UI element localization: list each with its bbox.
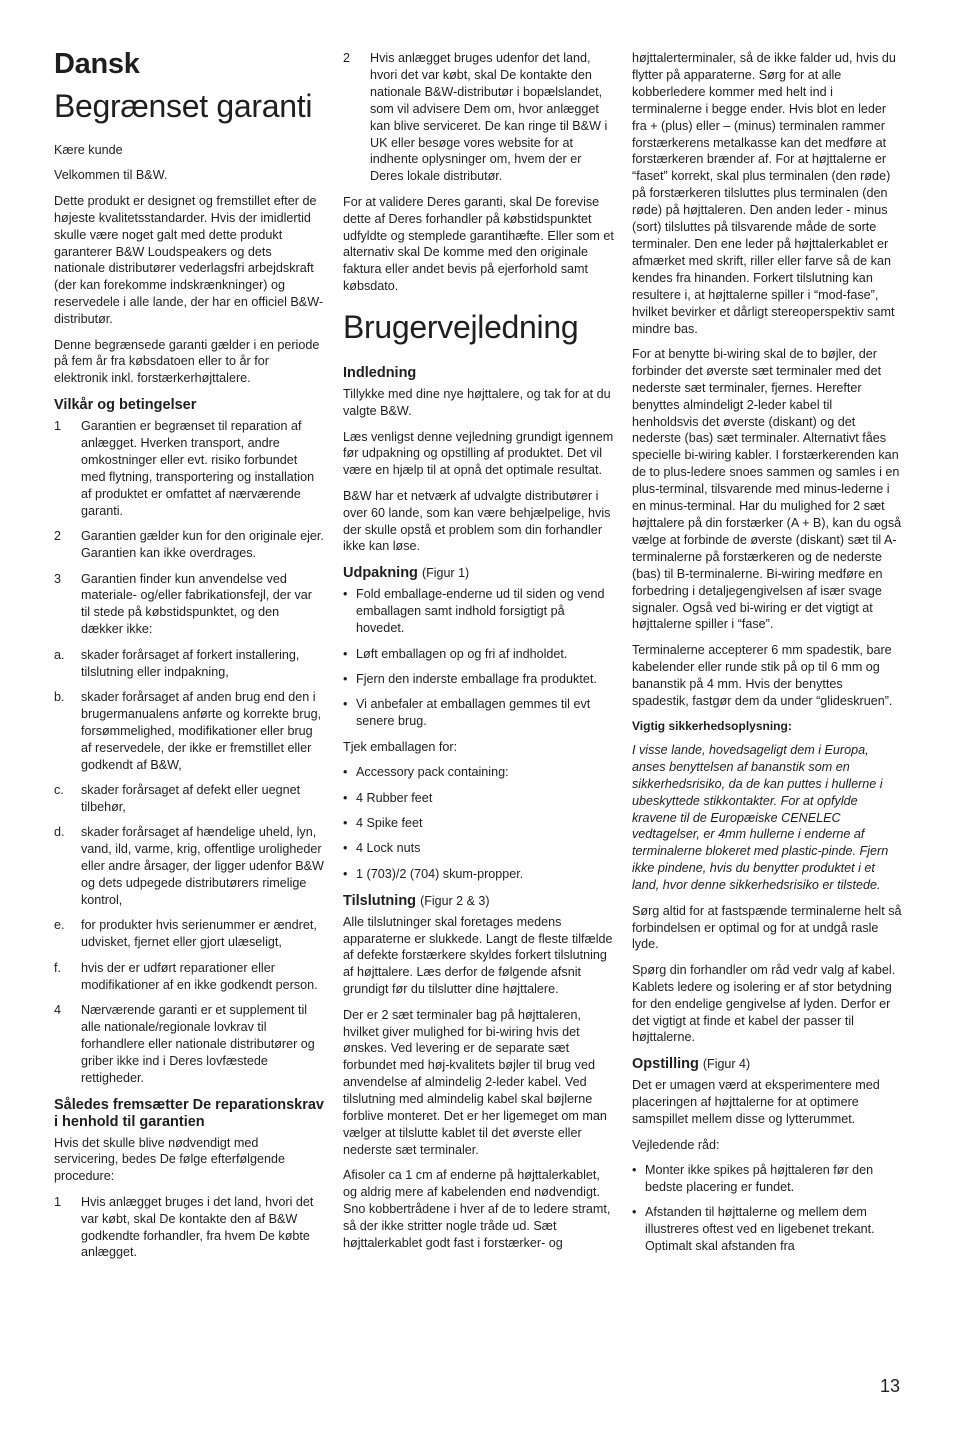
list-item xyxy=(54,647,324,681)
unpack-heading xyxy=(343,565,615,582)
list-item xyxy=(632,1162,902,1196)
item-number: 4 xyxy=(54,1002,62,1017)
list-item xyxy=(343,790,615,807)
list-item xyxy=(54,528,324,562)
item-text: Monter ikke spikes på højttaleren før den bedste placering er fundet. xyxy=(645,1162,874,1194)
item-text: skader forårsaget af hændelige uheld, lyn, vand, ild, varme, krig, offentlige uroligheder eller andre årsager, der ligger udenfor B&W og dets udpegede distributørers rimelige kontrol, xyxy=(81,825,324,907)
heading-text: Udpakning xyxy=(343,565,418,582)
greeting: Kære kunde xyxy=(54,143,123,157)
list-item xyxy=(54,782,324,816)
item-text: Afstanden til højttalerne og mellem dem illustreres oftest ved en ligebenet trekant. Optimalt skal afstanden fra xyxy=(645,1205,875,1254)
repair-heading: Således fremsætter De reparationskrav i henhold til garantien xyxy=(54,1096,324,1130)
figure-reference: (Figur 1) xyxy=(421,566,470,581)
bullet-icon: • xyxy=(343,646,348,661)
item-text: skader forårsaget af defekt eller uegnet tilbehør, xyxy=(81,783,301,814)
figure-reference: (Figur 2 & 3) xyxy=(420,893,490,908)
bullet-icon: • xyxy=(343,697,348,712)
list-item xyxy=(54,689,324,774)
terms-heading: Vilkår og betingelser xyxy=(54,397,197,414)
bullet-icon: • xyxy=(343,587,348,602)
list-item xyxy=(343,646,615,663)
biwire-paragraph: For at benytte bi-wiring skal de to bøjler, der forbinder det øverste sæt terminaler med det nederste sæt terminaler, fjernes. Herefter benyttes almindeligt 2-leder kabel til henholdsvis det øverste (diskant) og det nederste (bas) sæt terminaler. Alternativt fåes specielle bi-wiring kabler. I forstærkerenden kan de to plus-ledere snoes sammen og samles i en plus-terminal, tilsvarende med minus-lederne i en minus-terminal. Har du mulighed for 2 sæt højttalere på din forstærker (A + B), kan du også vælge at forbinde de øverste (diskant) sæt til A-terminalerne på forstærkeren og de nederste (bas) til B-terminalerne. Bi-wiring medføre en forbedring i detaljegengivelsen af især svage signaler. Også ved bi-wiring er det vigtigt at højttalerne spiller i “fase”. xyxy=(632,346,902,632)
terms-list xyxy=(54,418,324,1086)
list-item xyxy=(54,917,324,951)
safety-heading: Vigtig sikkerhedsoplysning: xyxy=(632,718,792,733)
language-heading: Dansk xyxy=(54,48,140,80)
list-item xyxy=(343,50,615,185)
page-title: Begrænset garanti xyxy=(54,88,313,124)
welcome: Velkommen til B&W. xyxy=(54,168,168,183)
warranty-period: Denne begrænsede garanti gælder i en periode på fem år fra købsdatoen eller to år for elektronik inkl. forstærkerhøjttalere. xyxy=(54,337,320,386)
item-text: Nærværende garanti er et supplement til alle nationale/regionale lovkrav til forhandlere eller nationale distributører og griber ikke ind i Deres lovfæstede rettigheder. xyxy=(81,1002,315,1085)
item-text: 4 Lock nuts xyxy=(356,841,421,856)
check-list xyxy=(343,764,615,883)
list-item xyxy=(54,960,324,994)
item-text: 1 (703)/2 (704) skum-propper. xyxy=(356,866,524,881)
intro-heading: Indledning xyxy=(343,365,417,382)
figure-reference: (Figur 4) xyxy=(702,1057,751,1072)
connect-paragraph-1: Alle tilslutninger skal foretages medens apparaterne er slukkede. Langt de fleste tilfælde af defekte forstærkere skyldes forkert tilslutning af højttalere. Læs derfor de følgende afsnit grundigt før du tilslutter dine højttalere. xyxy=(343,914,613,997)
connect-heading xyxy=(343,893,615,910)
item-text: skader forårsaget af anden brug end den i brugermanualens anførte og korrekte brug, forsømmelighed, modifikationer eller brug af reservedele, der ikke er fremstillet eller godkendt af B&W, xyxy=(81,689,322,772)
page-number: 13 xyxy=(880,1376,901,1396)
item-text: Fjern den inderste emballage fra produktet. xyxy=(356,671,597,686)
read-paragraph: Læs venligst denne vejledning grundigt igennem før udpakning og opstilling af produktet. Det vil være en hjælp til at opnå det optimale resultat. xyxy=(343,429,614,478)
check-paragraph: Tjek emballagen for: xyxy=(343,739,458,754)
column-right xyxy=(632,50,902,1264)
connect-continued: højttalerterminaler, så de ikke falder ud, hvis du flytter på apparaterne. Sørg for at alle kobberledere kommer med helt ind i terminalerne i begge ender. Hvis blot en leder fra + (plus) eller – (minus) terminalen rammer forstærkerens metalkasse kan det medføre at forstærkeren brænder af. For at højttalerne er “faset” korrekt, skal plus terminalen (den røde) på forstærkeren tilsluttes plus terminalen (den røde) på højttaleren. Den anden leder - minus (sort) tilsluttes på tilsvarende måde de sorte terminaler. Den ene leder på højttalerkablet er afmærket med skrift, riller eller farve så de kan kendes fra hinanden. Forkert tilslutning kan resultere i, at højttalerne spiller i “mod-fase”, hvilket bevirker et dårligt stereoperspektiv samt mindre bas. xyxy=(632,51,896,336)
item-text: Hvis anlægget bruges udenfor det land, hvori det var købt, skal De kontakte den nationale B&W-distributør i bopælslandet, som vil advisere Dem om, hvor anlægget kan blive serviceret. De kan ringe til B&W i UK eller besøge vores website for at indhente oplysninger om, hvem der er Deres lokale distributør. xyxy=(370,51,608,184)
item-text: Fold emballage-enderne ud til siden og vend emballagen samt indhold forsigtigt på hovedet. xyxy=(356,587,605,636)
item-number: b. xyxy=(54,689,65,704)
item-text: 4 Spike feet xyxy=(356,815,423,830)
item-text: Garantien gælder kun for den originale ejer. Garantien kan ikke overdrages. xyxy=(81,529,324,561)
bullet-icon: • xyxy=(343,790,348,805)
list-item xyxy=(632,1204,902,1255)
tighten-paragraph: Sørg altid for at fastspænde terminalerne helt så forbindelsen er optimal og for at undgå rasle lyde. xyxy=(632,903,902,952)
intro-paragraph: Dette produkt er designet og fremstillet efter de højeste kvalitetsstandarder. Hvis der imidlertid skulle være noget galt med dette produkt garanterer B&W Loudspeakers og dets nationale distributører vederlagsfri arbejdskraft (der kan forekomme indskrænkninger) og reservedele i alle lande, der har en officiel B&W-distributør. xyxy=(54,193,324,327)
list-item xyxy=(343,815,615,832)
item-number: d. xyxy=(54,825,65,840)
advice-paragraph: Vejledende råd: xyxy=(632,1137,720,1152)
section-title: Brugervejledning xyxy=(343,309,579,346)
bullet-icon: • xyxy=(632,1205,637,1220)
item-number: f. xyxy=(54,960,61,975)
list-item xyxy=(343,840,615,857)
item-number: 2 xyxy=(54,529,62,544)
item-number: c. xyxy=(54,783,64,797)
item-text: Garantien finder kun anvendelse ved materiale- og/eller fabrikationsfejl, der var til stede på købstidspunktet, og den dækker ikke: xyxy=(81,571,312,637)
item-text: 4 Rubber feet xyxy=(356,790,433,805)
terminals-paragraph: Terminalerne accepterer 6 mm spadestik, bare kabelender eller runde stik på op til 6 mm og bananstik på 4 mm. Hvis der benyttes spadestik, fastgør dem da under “glideskruen”. xyxy=(632,642,893,708)
list-item xyxy=(343,764,615,781)
safety-paragraph: I visse lande, hovedsageligt dem i Europa, anses benyttelsen af bananstik som en sikkerhedsrisiko, da de kan puttes i hullerne i ubeskyttede stikkontakter. For at opfylde kravene til de Europæiske CENELEC vedtagelser, er 4mm hullerne i enderne af terminalerne blokeret med plastic-pinde. Fjern ikke pindene, hvis du benytter produktet i et land, hvor denne sikkerhedsrisiko er tilstede. xyxy=(632,742,889,893)
item-text: for produkter hvis serienummer er ændret, udvisket, fjernet eller gjort ulæseligt, xyxy=(81,918,317,950)
item-number: 1 xyxy=(54,419,62,434)
list-item xyxy=(343,586,615,637)
congrats-paragraph: Tillykke med dine nye højttalere, og tak for at du valgte B&W. xyxy=(343,387,611,419)
item-text: skader forårsaget af forkert installering, tilslutning eller indpakning, xyxy=(81,647,300,679)
bullet-icon: • xyxy=(343,866,348,881)
setup-paragraph: Det er umagen værd at eksperimentere med placeringen af højttalerne for at optimere samspillet mellem disse og lytterummet. xyxy=(632,1078,880,1127)
network-paragraph: B&W har et netværk af udvalgte distributører i over 60 lande, som kan være behjælpelige, hvis der skulle opstå et problem som din forhandler ikke kan løse. xyxy=(343,488,611,554)
item-text: Accessory pack containing: xyxy=(356,765,509,780)
bullet-icon: • xyxy=(632,1162,637,1177)
unpack-list xyxy=(343,586,615,730)
item-number: e. xyxy=(54,918,65,933)
column-middle xyxy=(343,50,615,1260)
connect-paragraph-2: Der er 2 sæt terminaler bag på højttaleren, hvilket giver mulighed for bi-wiring hvis det ønskes. Ved levering er de separate sæt forbundet med høj-kvalitets bøjler til brug ved anvendelse af almindelig 2-leder kabel. Ved tilslutning med almindelig kabel skal bøjlerne forblive monteret. Det er her ligemeget om man vælger at tilslutte kablet til det øverste eller nederste sæt terminaler. xyxy=(343,1007,607,1157)
connect-paragraph-3: Afisoler ca 1 cm af enderne på højttalerkablet, og aldrig mere af kabelenden end nødvendigt. Sno kobbertrådene i hver af de to ledere stramt, så der ikke stritter nogle tråde ud. Sæt højttalerkablet godt fast i forstærker- og xyxy=(343,1168,611,1250)
bullet-icon: • xyxy=(343,841,348,856)
cable-paragraph: Spørg din forhandler om råd vedr valg af kabel. Kablets ledere og isolering er af stor betydning for den endelige gengivelse af lyden. Derfor er det vigtigt at finde et kabel der passer til højttalerne. xyxy=(632,962,896,1045)
repair-paragraph: Hvis det skulle blive nødvendigt med servicering, bedes De følge efterfølgende procedure: xyxy=(54,1135,286,1184)
setup-list xyxy=(632,1162,902,1255)
heading-text: Opstilling xyxy=(632,1056,699,1073)
list-item xyxy=(343,696,615,730)
item-number: 1 xyxy=(54,1194,62,1209)
validate-paragraph: For at validere Deres garanti, skal De forevise dette af Deres forhandler på købstidspunktet udfyldte og stemplede garantihæfte. Eller som et alternativ skal De komme med den originale faktura eller andet bevis på ejerforhold samt købsdato. xyxy=(343,194,614,294)
item-text: Hvis anlægget bruges i det land, hvori det var købt, skal De kontakte den af B&W godkendte forhandler, fra hvem De købte anlægget. xyxy=(81,1194,314,1260)
setup-heading xyxy=(632,1056,902,1073)
item-number: 2 xyxy=(343,51,351,65)
list-item xyxy=(54,824,324,909)
column-left xyxy=(54,46,324,1270)
list-item xyxy=(54,1194,324,1262)
list-item xyxy=(343,671,615,688)
bullet-icon: • xyxy=(343,671,348,686)
list-item xyxy=(54,418,324,519)
list-item xyxy=(343,866,615,883)
item-text: Garantien er begrænset til reparation af anlægget. Hverken transport, andre omkostninger eller evt. risiko forbundet med flytning, transportering og installation af produktet er omfattet af nærværende garanti. xyxy=(81,419,315,518)
bullet-icon: • xyxy=(343,765,348,780)
item-number: a. xyxy=(54,647,65,662)
bullet-icon: • xyxy=(343,815,348,830)
heading-text: Tilslutning xyxy=(343,892,417,909)
item-text: Løft emballagen op og fri af indholdet. xyxy=(356,646,568,661)
list-item xyxy=(54,571,324,639)
list-item xyxy=(54,1002,324,1087)
item-text: Vi anbefaler at emballagen gemmes til evt senere brug. xyxy=(356,697,591,729)
item-text: hvis der er udført reparationer eller modifikationer af en ikke godkendt person. xyxy=(81,960,318,992)
item-number: 3 xyxy=(54,571,62,586)
